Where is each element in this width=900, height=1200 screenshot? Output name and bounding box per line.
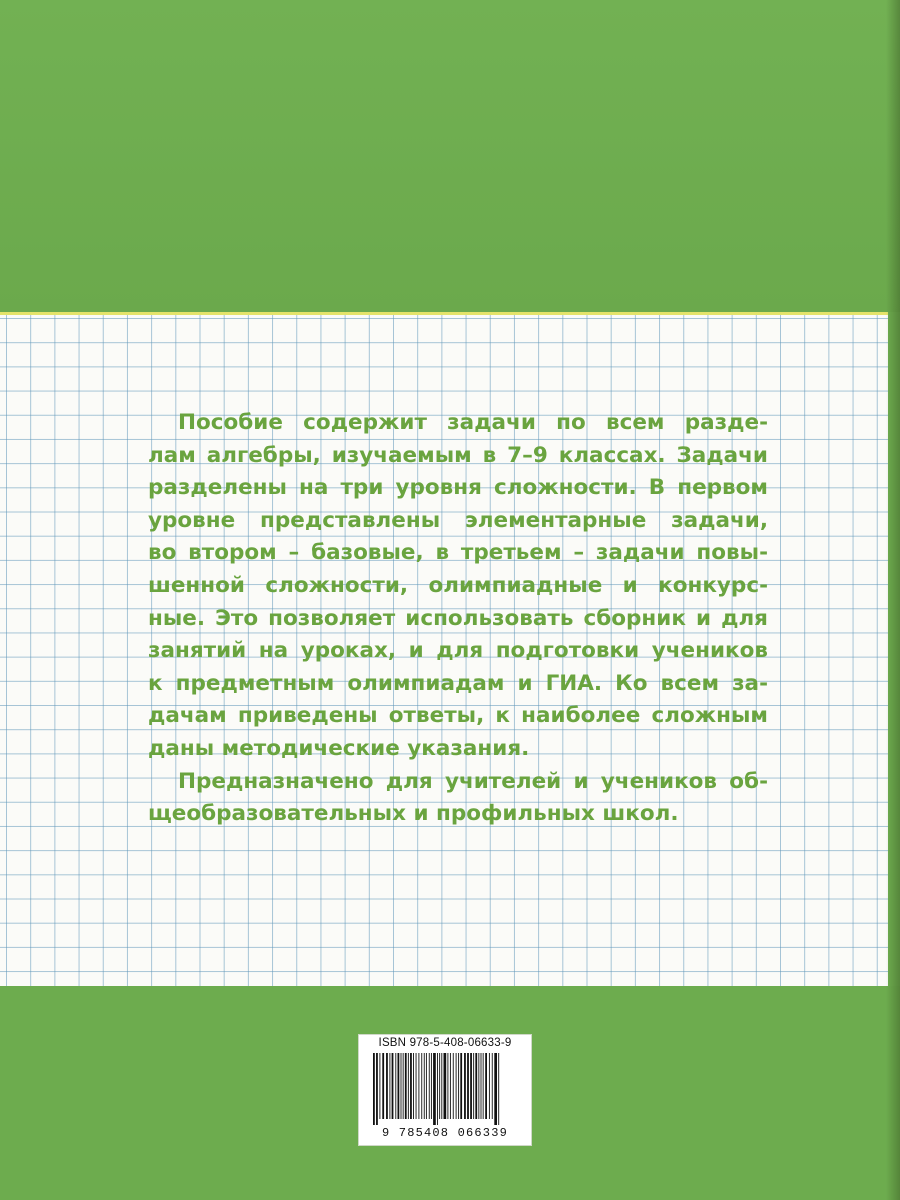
barcode-bars bbox=[371, 1053, 519, 1125]
barcode-bar bbox=[492, 1053, 493, 1119]
barcode-bar bbox=[441, 1053, 442, 1119]
text-line: шенной сложности, олимпиадные и конкурс- bbox=[148, 572, 768, 598]
barcode-bar bbox=[478, 1053, 479, 1119]
cover-edge-shadow bbox=[886, 0, 900, 1200]
barcode-bar bbox=[401, 1053, 402, 1119]
barcode-bar bbox=[483, 1053, 484, 1119]
barcode-bar bbox=[467, 1053, 469, 1119]
barcode-bar bbox=[413, 1053, 414, 1119]
barcode-bar bbox=[379, 1053, 380, 1119]
barcode-bar bbox=[421, 1053, 422, 1119]
barcode-bar bbox=[464, 1053, 466, 1119]
top-green-band bbox=[0, 0, 900, 312]
text-line: разделены на три уровня сложности. В первом bbox=[148, 475, 768, 501]
barcode-bar bbox=[395, 1053, 396, 1119]
barcode-bar bbox=[431, 1053, 432, 1119]
barcode-bar bbox=[460, 1053, 462, 1119]
barcode-bar bbox=[403, 1053, 404, 1119]
barcode-bar bbox=[444, 1053, 447, 1119]
barcode-bar bbox=[456, 1053, 457, 1119]
text-line: Пособие содержит задачи по всем разде- bbox=[178, 410, 768, 435]
barcode-bar bbox=[389, 1053, 390, 1119]
barcode-bar bbox=[489, 1053, 490, 1119]
barcode-bar bbox=[458, 1053, 459, 1119]
barcode-bar bbox=[408, 1053, 409, 1119]
barcode-bar bbox=[426, 1053, 427, 1119]
barcode-bar bbox=[376, 1053, 378, 1125]
barcode-bar bbox=[398, 1053, 400, 1119]
barcode-bar bbox=[433, 1053, 436, 1125]
barcode-bar bbox=[386, 1053, 388, 1119]
barcode-bar bbox=[498, 1053, 499, 1125]
text-line: Предназначено для учителей и учеников об- bbox=[178, 768, 768, 794]
barcode-bar bbox=[485, 1053, 487, 1119]
barcode-bar bbox=[416, 1053, 417, 1119]
barcode-bar bbox=[450, 1053, 451, 1119]
isbn-label: ISBN 978-5-408-06633-9 bbox=[378, 1037, 512, 1049]
barcode-bar bbox=[453, 1053, 454, 1119]
barcode-bar bbox=[429, 1053, 430, 1119]
text-line: занятий на уроках, и для подготовки учеников bbox=[148, 638, 768, 664]
barcode-bar bbox=[439, 1053, 440, 1119]
annotation-text bbox=[148, 407, 768, 831]
barcode-bar bbox=[494, 1053, 497, 1125]
barcode-bar bbox=[437, 1053, 438, 1125]
barcode-bar bbox=[410, 1053, 412, 1119]
barcode-bar bbox=[481, 1053, 482, 1119]
barcode-bar bbox=[424, 1053, 425, 1119]
text-line: к предметным олимпиадам и ГИА. Ко всем за- bbox=[148, 670, 768, 696]
barcode-bar bbox=[475, 1053, 477, 1119]
text-line: ные. Это позволяет использовать сборник и для bbox=[148, 605, 768, 631]
text-line: уровне представлены элементарные задачи, bbox=[148, 507, 768, 533]
text-line: лам алгебры, изучаемым в 7–9 классах. Задачи bbox=[148, 442, 768, 468]
text-line: даны методические указания. bbox=[148, 735, 530, 761]
barcode-bar bbox=[392, 1053, 394, 1119]
barcode-bar bbox=[418, 1053, 419, 1119]
barcode-bar bbox=[473, 1053, 474, 1119]
graph-paper-panel bbox=[0, 312, 888, 989]
barcode-digits: 9 785408 066339 bbox=[381, 1126, 509, 1140]
text-line: дачам приведены ответы, к наиболее сложным bbox=[148, 703, 768, 729]
barcode-bar bbox=[470, 1053, 472, 1119]
barcode-bar bbox=[382, 1053, 384, 1119]
barcode-bar bbox=[373, 1053, 375, 1125]
text-line: щеобразовательных и профильных школ. bbox=[148, 801, 679, 827]
barcode-bar bbox=[405, 1053, 407, 1119]
barcode-bar bbox=[447, 1053, 448, 1119]
barcode bbox=[358, 1034, 532, 1146]
text-line: во втором – базовые, в третьем – задачи повы- bbox=[148, 540, 768, 566]
